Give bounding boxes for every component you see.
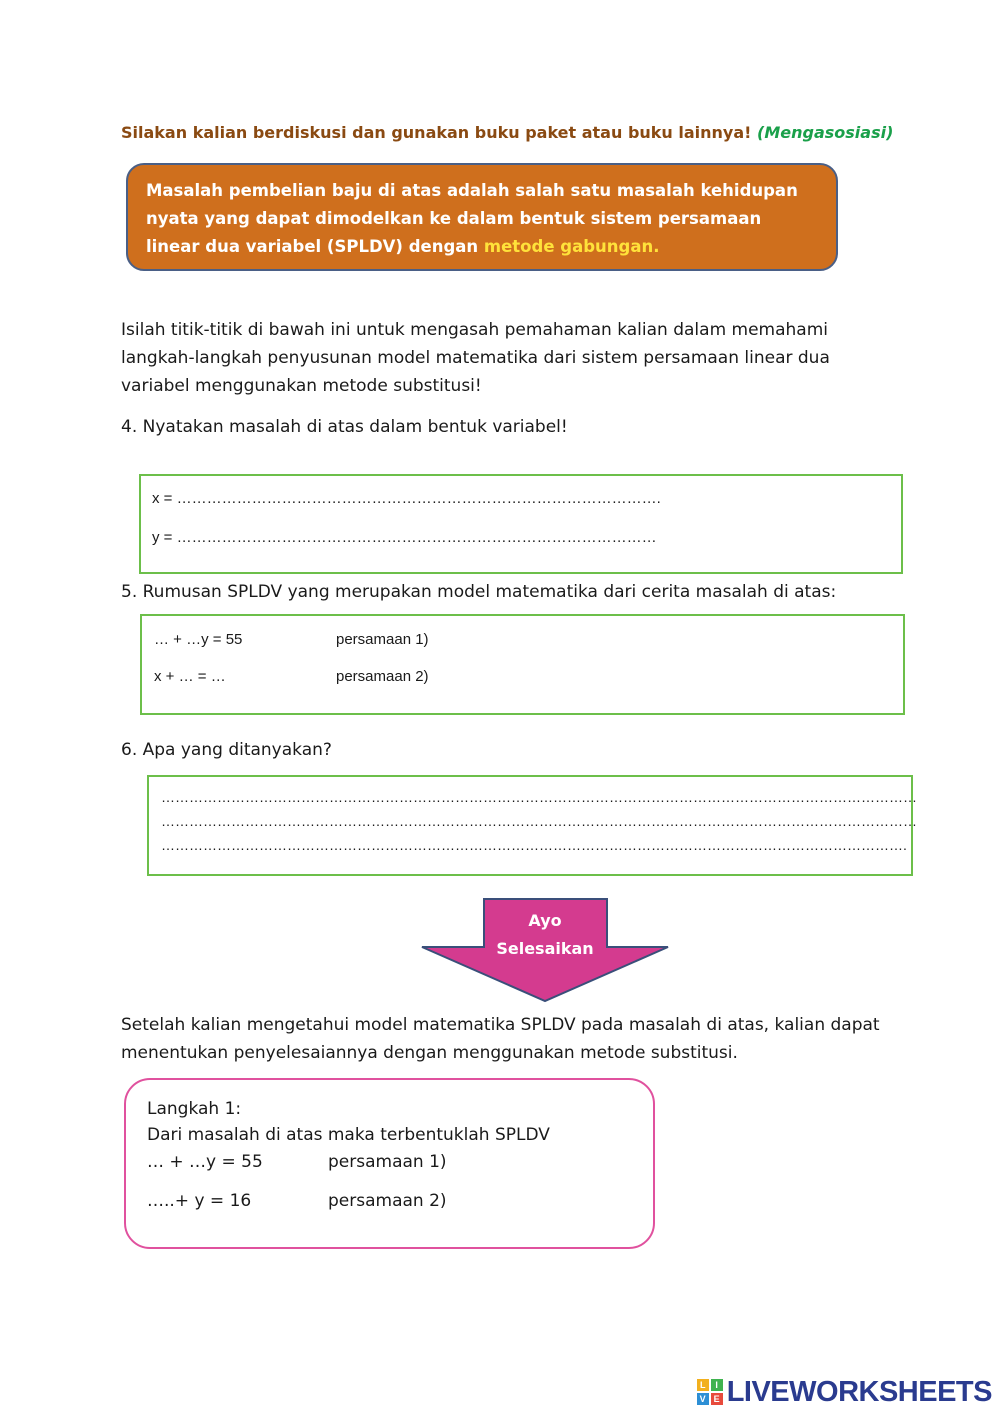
step-1-title: Langkah 1:: [147, 1099, 242, 1119]
answer-6-line-1[interactable]: ………………………………………………………………………………………………………………………………………………: [161, 789, 917, 805]
info-box-highlight: metode gabungan.: [483, 237, 660, 256]
ayo-selesaikan-arrow: [420, 897, 670, 1003]
equation-1-label: persamaan 1): [336, 631, 429, 648]
equation-2-blank[interactable]: x + … = …: [154, 668, 226, 685]
instruction-line: [121, 123, 893, 142]
intro-paragraph: Isilah titik-titik di bawah ini untuk mengasah pemahaman kalian dalam memahami langkah-langkah penyusunan model matematika dari sistem persamaan linear dua variabel menggunakan metode substitusi!: [121, 320, 830, 396]
info-box-text: Masalah pembelian baju di atas adalah salah satu masalah kehidupan nyata yang dapat dimodelkan ke dalam bentuk sistem persamaan linear dua variabel (SPLDV) dengan: [146, 181, 798, 256]
instruction-text: Silakan kalian berdiskusi dan gunakan buku paket atau buku lainnya!: [121, 123, 752, 142]
arrow-label-line-2: Selesaikan: [496, 939, 594, 958]
step-1-label-1: persamaan 1): [328, 1152, 447, 1172]
step-1-equation-2[interactable]: …..+ y = 16: [147, 1191, 252, 1211]
step-1-subtitle: Dari masalah di atas maka terbentuklah SPLDV: [147, 1125, 550, 1145]
answer-6-line-2[interactable]: ………………………………………………………………………………………………………………………………………………: [161, 813, 917, 829]
step-1-label-2: persamaan 2): [328, 1191, 447, 1211]
variable-x-blank[interactable]: x = …………………………………………………………………………………….: [152, 490, 661, 507]
liveworksheets-logo-icon: L I V E: [697, 1379, 723, 1405]
liveworksheets-logo: [697, 1374, 992, 1410]
equation-2-label: persamaan 2): [336, 668, 429, 685]
answer-6-line-3[interactable]: …………………………………………………………………………………………………………………………………………….: [161, 837, 907, 853]
liveworksheets-logo-text: LIVEWORKSHEETS: [726, 1375, 992, 1408]
step-1-box: [124, 1078, 655, 1249]
equation-1-blank[interactable]: … + …y = 55: [154, 631, 243, 648]
answer-box-4: [139, 474, 903, 574]
question-4: 4. Nyatakan masalah di atas dalam bentuk variabel!: [121, 417, 568, 437]
arrow-label: [485, 907, 605, 963]
info-box: [126, 163, 838, 271]
answer-box-5: [140, 614, 905, 715]
question-6: 6. Apa yang ditanyakan?: [121, 740, 332, 760]
arrow-label-line-1: Ayo: [528, 911, 562, 930]
step-1-equation-1[interactable]: … + …y = 55: [147, 1152, 263, 1172]
instruction-tag: (Mengasosiasi): [757, 123, 894, 142]
variable-y-blank[interactable]: y = ……………………………………………………………………………………: [152, 529, 657, 546]
question-5: 5. Rumusan SPLDV yang merupakan model matematika dari cerita masalah di atas:: [121, 582, 837, 602]
answer-box-6: [147, 775, 917, 876]
solution-intro: Setelah kalian mengetahui model matematika SPLDV pada masalah di atas, kalian dapat menentukan penyelesaiannya dengan menggunakan metode substitusi.: [121, 1015, 880, 1063]
